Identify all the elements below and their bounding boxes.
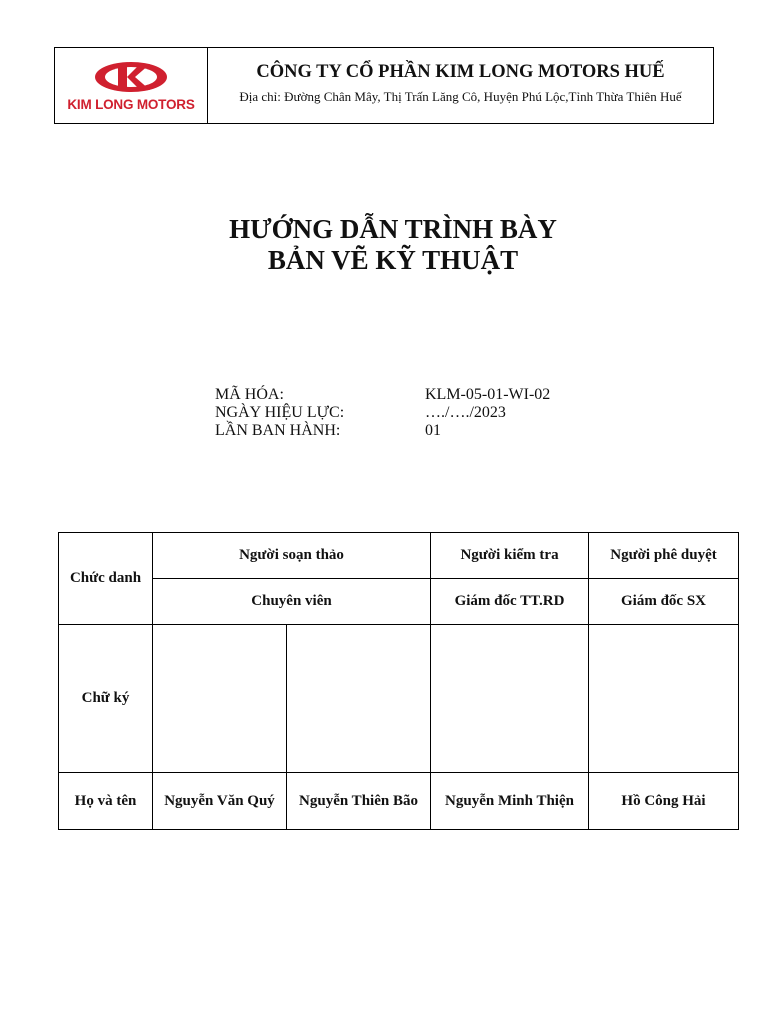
company-address: Địa chỉ: Đường Chân Mây, Thị Trấn Lăng Cô, Huyện Phú Lộc,Tỉnh Thừa Thiên Huế bbox=[239, 89, 682, 104]
meta-row-date bbox=[215, 404, 550, 422]
company-logo bbox=[55, 48, 208, 123]
signature-table bbox=[58, 532, 739, 830]
signature-label-cell: Chữ ký bbox=[59, 625, 153, 773]
issue-value: 01 bbox=[425, 422, 441, 439]
drafter-header-cell: Người soạn thảo bbox=[153, 533, 431, 579]
checker-header-cell: Người kiểm tra bbox=[431, 533, 589, 579]
logo-wordmark: KIM LONG MOTORS bbox=[67, 96, 195, 112]
approver-title-cell: Giám đốc SX bbox=[589, 579, 739, 625]
table-row bbox=[59, 625, 739, 773]
signature-cell bbox=[287, 625, 431, 773]
name-label-cell: Họ và tên bbox=[59, 773, 153, 830]
name-cell: Nguyễn Minh Thiện bbox=[431, 773, 589, 830]
document-meta bbox=[215, 386, 550, 440]
table-row bbox=[59, 773, 739, 830]
name-cell: Hồ Công Hải bbox=[589, 773, 739, 830]
checker-title-cell: Giám đốc TT.RD bbox=[431, 579, 589, 625]
title-line-2: BẢN VẼ KỸ THUẬT bbox=[267, 245, 519, 275]
drafter-title-cell: Chuyên viên bbox=[153, 579, 431, 625]
meta-row-issue bbox=[215, 422, 550, 440]
position-label-cell: Chức danh bbox=[59, 533, 153, 625]
date-value: …./…./2023 bbox=[425, 404, 506, 421]
issue-label: LẦN BAN HÀNH: bbox=[215, 422, 341, 439]
table-row bbox=[59, 579, 739, 625]
code-value: KLM-05-01-WI-02 bbox=[425, 386, 551, 403]
approver-header-cell: Người phê duyệt bbox=[589, 533, 739, 579]
document-header bbox=[54, 47, 714, 124]
code-label: MÃ HÓA: bbox=[215, 386, 284, 403]
name-cell: Nguyễn Văn Quý bbox=[153, 773, 287, 830]
signature-cell bbox=[431, 625, 589, 773]
company-name: CÔNG TY CỔ PHẦN KIM LONG MOTORS HUẾ bbox=[256, 62, 665, 82]
company-info bbox=[208, 48, 713, 123]
meta-row-code bbox=[215, 386, 550, 404]
title-line-1: HƯỚNG DẪN TRÌNH BÀY bbox=[229, 214, 557, 244]
name-cell: Nguyễn Thiên Bão bbox=[287, 773, 431, 830]
signature-cell bbox=[589, 625, 739, 773]
signature-cell bbox=[153, 625, 287, 773]
table-row bbox=[59, 533, 739, 579]
kim-long-k-logo-icon bbox=[93, 60, 169, 94]
date-label: NGÀY HIỆU LỰC: bbox=[215, 404, 345, 421]
document-title bbox=[0, 214, 768, 276]
